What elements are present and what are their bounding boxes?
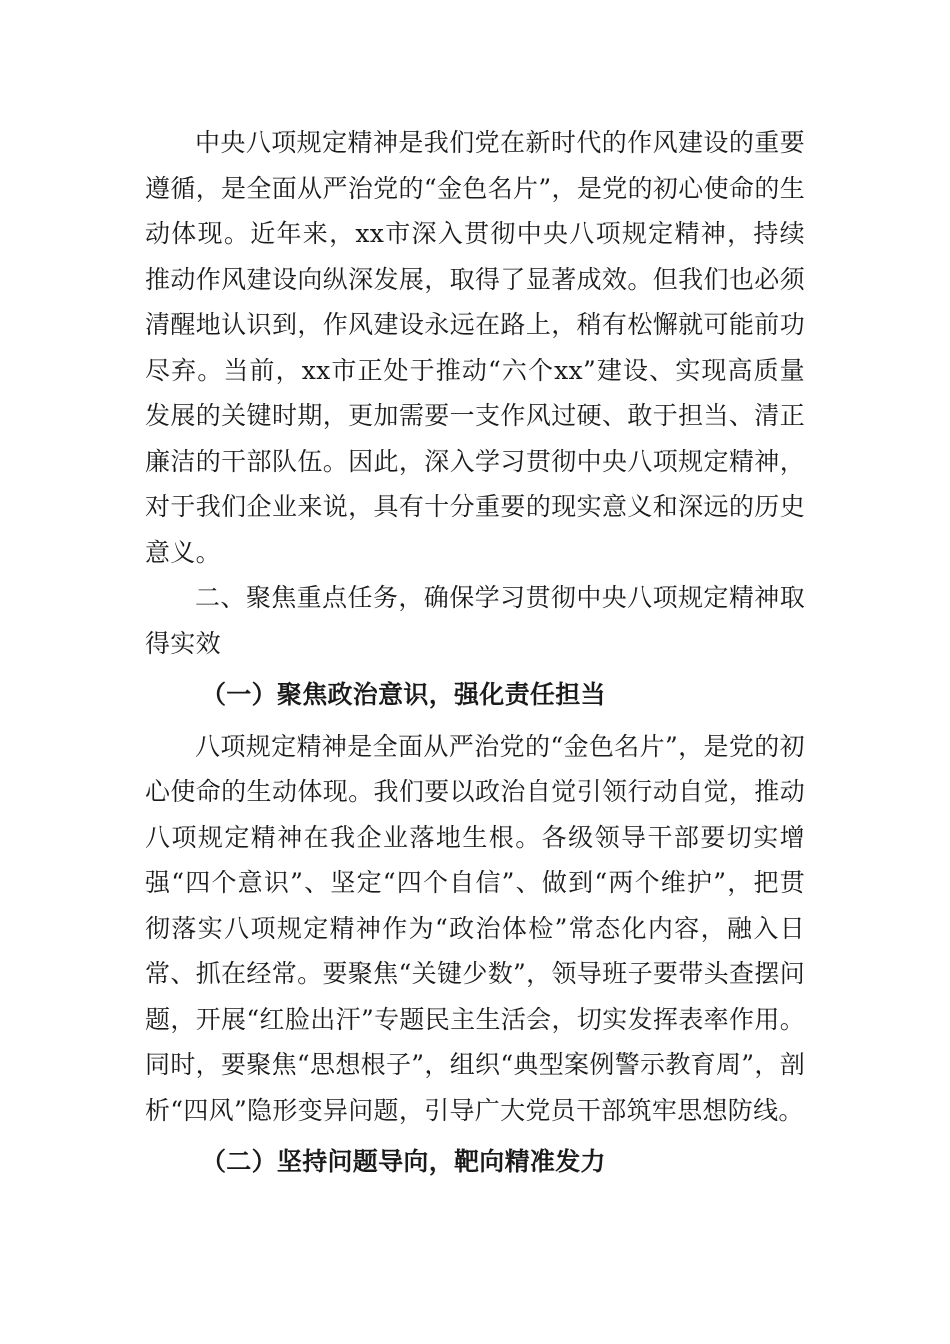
subsection-heading: （二）坚持问题导向，靶向精准发力 [201,1147,606,1176]
intro-paragraph: 中央八项规定精神是我们党在新时代的作风建设的重要遵循，是全面从严治党的“金色名片”，是党的初心使命的生动体现。近年来，xx市深入贯彻中央八项规定精神，持续推动作风建设向纵深发展，取得了显著成效。但我们也必须清醒地认识到，作风建设永远在路上，稍有松懈就可能前功尽弃。当前，xx市正处于推动“六个xx”建设、实现高质量发展的关键时期，更加需要一支作风过硬、敢于担当、清正廉洁的干部队伍。因此，深入学习贯彻中央八项规定精神，对于我们企业来说，具有十分重要的现实意义和深远的历史意义。 [145,128,805,567]
body-paragraph: 八项规定精神是全面从严治党的“金色名片”，是党的初心使命的生动体现。我们要以政治自觉引领行动自觉，推动八项规定精神在我企业落地生根。各级领导干部要切实增强“四个意识”、坚定“四个自信”、做到“两个维护”，把贯彻落实八项规定精神作为“政治体检”常态化内容，融入日常、抓在经常。要聚焦“关键少数”，领导班子要带头查摆问题，开展“红脸出汗”专题民主生活会，切实发挥表率作用。同时，要聚焦“思想根子”，组织“典型案例警示教育周”，剖析“四风”隐形变异问题，引导广大党员干部筑牢思想防线。 [145,731,805,1125]
subsection-heading: （一）聚焦政治意识，强化责任担当 [201,680,606,709]
section-heading: 二、聚焦重点任务，确保学习贯彻中央八项规定精神取得实效 [145,583,805,658]
document-page [145,120,805,1191]
